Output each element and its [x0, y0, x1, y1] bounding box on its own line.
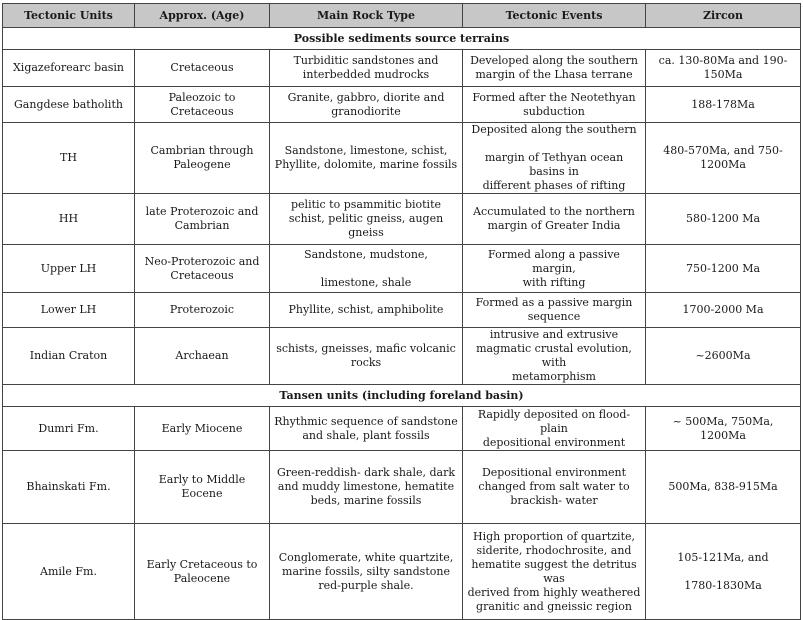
section-title: Possible sediments source terrains [3, 28, 801, 50]
cell-events: Rapidly deposited on flood-plain depositional environment [463, 407, 646, 451]
cell-events: Deposited along the southern margin of Tethyan ocean basins in different phases of rifting [463, 123, 646, 194]
cell-rock-type: Conglomerate, white quartzite, marine fossils, silty sandstone red-purple shale. [270, 524, 463, 620]
cell-events: Depositional environment changed from salt water to brackish- water [463, 451, 646, 524]
cell-age: Early to Middle Eocene [135, 451, 270, 524]
cell-unit: Dumri Fm. [3, 407, 135, 451]
cell-unit: Bhainskati Fm. [3, 451, 135, 524]
cell-rock-type: Sandstone, mudstone, limestone, shale [270, 245, 463, 293]
cell-age: Archaean [135, 328, 270, 385]
section-row-tansen-units [3, 385, 801, 407]
table-row [3, 245, 801, 293]
cell-zircon: 105-121Ma, and 1780-1830Ma [646, 524, 801, 620]
cell-unit: TH [3, 123, 135, 194]
cell-events: High proportion of quartzite, siderite, rhodochrosite, and hematite suggest the detritus was derived from highly weathered granitic and gneissic region [463, 524, 646, 620]
cell-rock-type: pelitic to psammitic biotite schist, pelitic gneiss, augen gneiss [270, 194, 463, 245]
cell-unit: HH [3, 194, 135, 245]
cell-events: Developed along the southern margin of the Lhasa terrane [463, 50, 646, 87]
cell-rock-type: Green-reddish- dark shale, dark and muddy limestone, hematite beds, marine fossils [270, 451, 463, 524]
header-tectonic-units: Tectonic Units [3, 4, 135, 28]
section-row-source-terrains [3, 28, 801, 50]
cell-unit: Upper LH [3, 245, 135, 293]
cell-zircon: ~ 500Ma, 750Ma, 1200Ma [646, 407, 801, 451]
cell-zircon: 750-1200 Ma [646, 245, 801, 293]
cell-events: Formed after the Neotethyan subduction [463, 87, 646, 123]
table-row [3, 293, 801, 328]
cell-rock-type: Rhythmic sequence of sandstone and shale, plant fossils [270, 407, 463, 451]
cell-age: Cambrian through Paleogene [135, 123, 270, 194]
header-row [3, 4, 801, 28]
table-row [3, 328, 801, 385]
cell-rock-type: Turbiditic sandstones and interbedded mudrocks [270, 50, 463, 87]
header-main-rock-type: Main Rock Type [270, 4, 463, 28]
table-row [3, 50, 801, 87]
cell-age: Paleozoic to Cretaceous [135, 87, 270, 123]
cell-events: intrusive and extrusive magmatic crustal evolution, with metamorphism [463, 328, 646, 385]
cell-zircon: 188-178Ma [646, 87, 801, 123]
cell-zircon: 480-570Ma, and 750- 1200Ma [646, 123, 801, 194]
cell-age: Early Cretaceous to Paleocene [135, 524, 270, 620]
cell-rock-type: Granite, gabbro, diorite and granodiorite [270, 87, 463, 123]
cell-unit: Gangdese batholith [3, 87, 135, 123]
cell-zircon: 500Ma, 838-915Ma [646, 451, 801, 524]
cell-age: Neo-Proterozoic and Cretaceous [135, 245, 270, 293]
header-tectonic-events: Tectonic Events [463, 4, 646, 28]
cell-age: Proterozoic [135, 293, 270, 328]
header-approx-age: Approx. (Age) [135, 4, 270, 28]
table-row [3, 123, 801, 194]
cell-zircon: 580-1200 Ma [646, 194, 801, 245]
cell-age: Early Miocene [135, 407, 270, 451]
table-row [3, 407, 801, 451]
cell-unit: Xigazeforearc basin [3, 50, 135, 87]
table-row [3, 87, 801, 123]
table-row [3, 524, 801, 620]
cell-rock-type: Phyllite, schist, amphibolite [270, 293, 463, 328]
cell-unit: Lower LH [3, 293, 135, 328]
cell-age: late Proterozoic and Cambrian [135, 194, 270, 245]
header-zircon: Zircon [646, 4, 801, 28]
cell-rock-type: schists, gneisses, mafic volcanic rocks [270, 328, 463, 385]
cell-zircon: ~2600Ma [646, 328, 801, 385]
cell-age: Cretaceous [135, 50, 270, 87]
table-row [3, 451, 801, 524]
cell-events: Accumulated to the northern margin of Greater India [463, 194, 646, 245]
cell-unit: Amile Fm. [3, 524, 135, 620]
cell-zircon: 1700-2000 Ma [646, 293, 801, 328]
tectonic-units-table [2, 3, 801, 620]
cell-events: Formed along a passive margin, with rifting [463, 245, 646, 293]
cell-unit: Indian Craton [3, 328, 135, 385]
cell-zircon: ca. 130-80Ma and 190- 150Ma [646, 50, 801, 87]
cell-events: Formed as a passive margin sequence [463, 293, 646, 328]
section-title: Tansen units (including foreland basin) [3, 385, 801, 407]
cell-rock-type: Sandstone, limestone, schist, Phyllite, dolomite, marine fossils [270, 123, 463, 194]
table-row [3, 194, 801, 245]
